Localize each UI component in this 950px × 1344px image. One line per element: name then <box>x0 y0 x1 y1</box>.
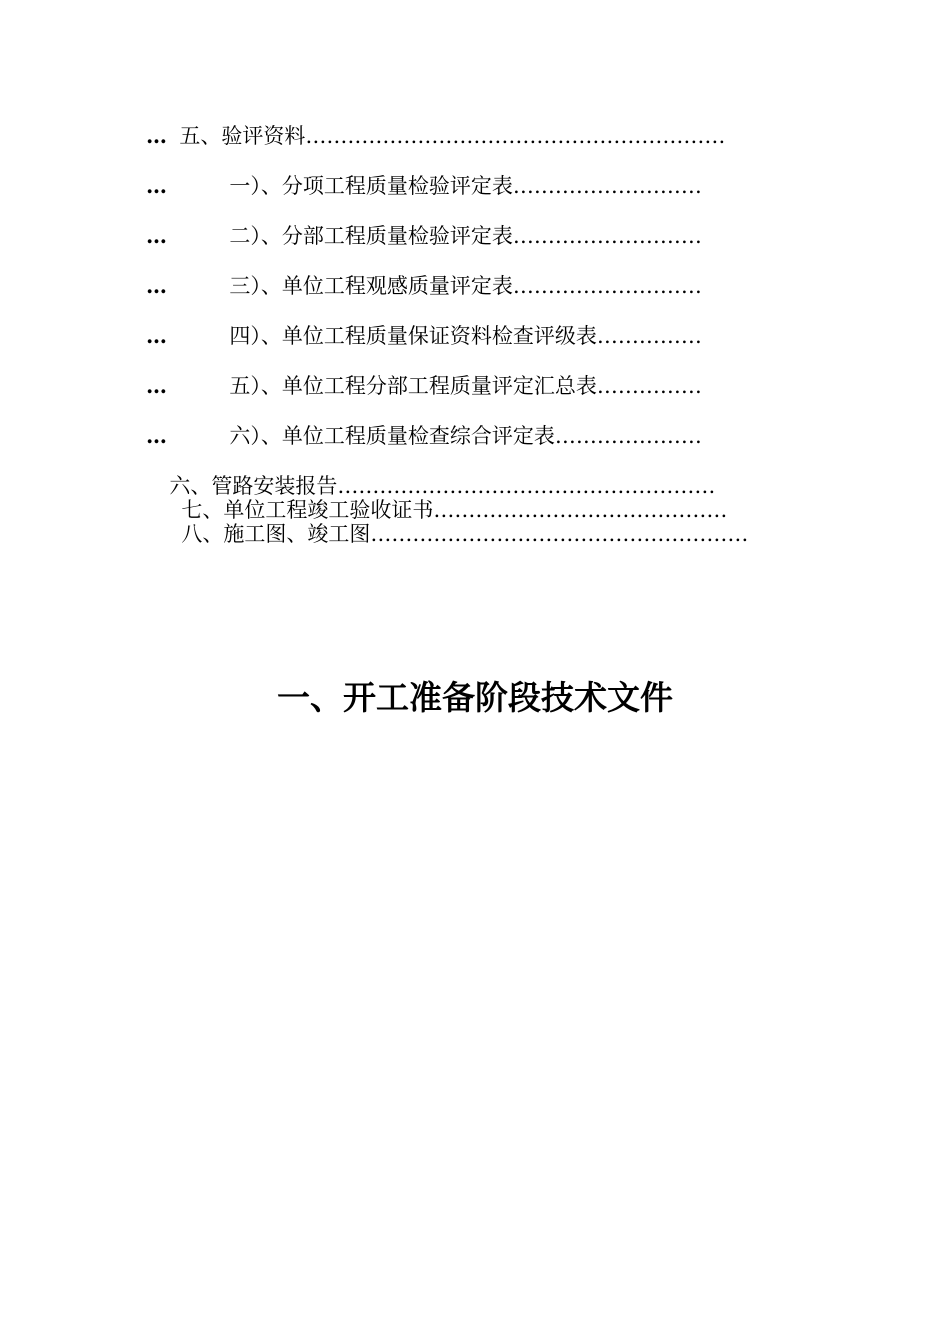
toc-leader-dots: ……………………… <box>512 174 702 198</box>
toc-label: 一）、分项工程质量检验评定表 <box>229 174 513 198</box>
toc-leader-dots: …………… <box>596 324 702 348</box>
toc-entry-s5-3 <box>216 250 702 298</box>
toc-entry-s5-2 <box>216 200 702 248</box>
toc-entry-s5-6 <box>216 400 702 448</box>
toc-leader-wrap: … <box>146 173 167 198</box>
toc-leader-dots: ……………………… <box>512 274 702 298</box>
toc-label: 三）、单位工程观感质量评定表 <box>229 274 513 298</box>
toc-entry-s5 <box>166 100 725 148</box>
toc-leader-wrap: … <box>146 223 167 248</box>
toc-entry-s5-1 <box>216 150 702 198</box>
toc-label: 六、管路安装报告 <box>169 474 338 498</box>
toc-entry-s8 <box>168 498 748 546</box>
toc-leader-wrap: … <box>146 323 167 348</box>
section-heading: 一、开工准备阶段技术文件 <box>277 678 673 717</box>
toc-label: 七、单位工程竣工验收证书 <box>181 498 434 522</box>
toc-leader-dots: …………………………………… <box>433 498 728 522</box>
toc-label: 八、施工图、竣工图 <box>181 522 371 546</box>
toc-label: 五、验评资料 <box>179 124 306 148</box>
toc-leader-dots: …………… <box>596 374 702 398</box>
toc-label: 四）、单位工程质量保证资料检查评级表 <box>229 324 597 348</box>
toc-entry-s5-5 <box>216 350 702 398</box>
toc-leader-wrap: … <box>146 273 167 298</box>
toc-leader-dots: ………………… <box>554 424 702 448</box>
toc-leader-dots: ……………………… <box>512 224 702 248</box>
toc-leader-dots: …………………………………………………… <box>305 124 726 148</box>
toc-leader-dots: ……………………………………………… <box>370 522 749 546</box>
toc-label: 五）、单位工程分部工程质量评定汇总表 <box>229 374 597 398</box>
toc-leader-wrap: … <box>146 373 167 398</box>
toc-entry-s5-4 <box>216 300 702 348</box>
toc-leader-dots: ……………………………………………… <box>337 474 716 498</box>
toc-leader-wrap: … <box>146 123 167 148</box>
toc-label: 六）、单位工程质量检查综合评定表 <box>229 424 555 448</box>
toc-leader-wrap: … <box>146 423 167 448</box>
toc-label: 二）、分部工程质量检验评定表 <box>229 224 513 248</box>
